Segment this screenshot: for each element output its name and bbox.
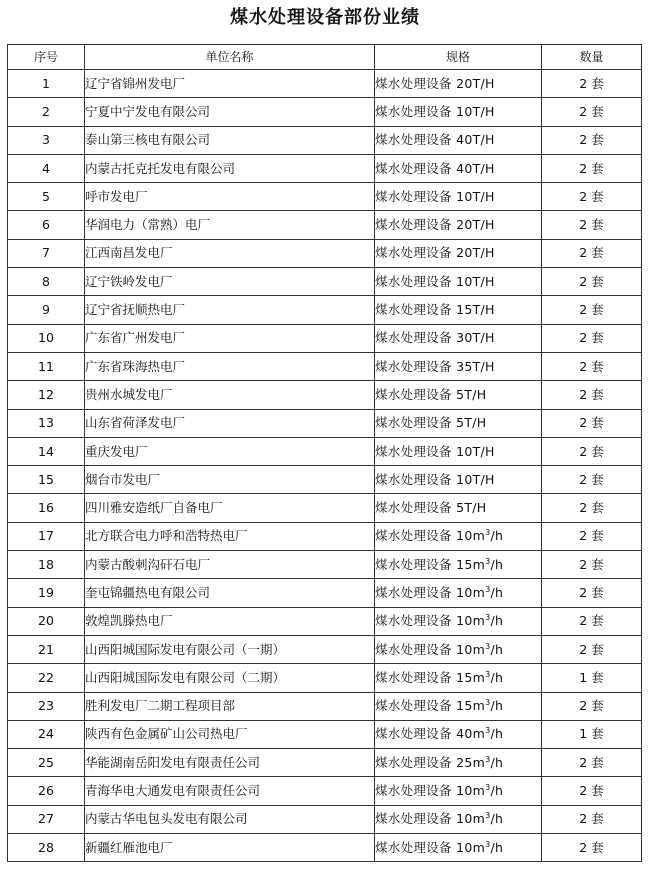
cell-unit-name: 宁夏中宁发电有限公司 [85, 98, 375, 126]
spec-text: 煤水处理设备 35T/H [375, 358, 495, 374]
spec-suffix: /h [490, 556, 504, 572]
cell-no: 20 [8, 607, 85, 635]
spec-text: 煤水处理设备 15m [375, 669, 486, 685]
spec-text: 煤水处理设备 10m [375, 811, 486, 827]
table-row [8, 635, 642, 663]
spec-superscript: 3 [485, 584, 491, 594]
table-row [8, 239, 642, 267]
cell-spec [375, 154, 542, 182]
cell-quantity: 2 套 [542, 381, 642, 409]
table-row [8, 70, 642, 98]
table-row [8, 437, 642, 465]
cell-unit-name: 奎屯锦疆热电有限公司 [85, 579, 375, 607]
cell-no: 10 [8, 324, 85, 352]
table-row [8, 352, 642, 380]
spec-suffix: /h [490, 584, 504, 600]
cell-spec [375, 777, 542, 805]
cell-no: 26 [8, 777, 85, 805]
header-spec: 规格 [375, 45, 542, 70]
cell-quantity: 2 套 [542, 183, 642, 211]
cell-spec [375, 522, 542, 550]
table-row [8, 664, 642, 692]
cell-no: 24 [8, 720, 85, 748]
cell-spec [375, 664, 542, 692]
cell-no: 2 [8, 98, 85, 126]
table-row [8, 522, 642, 550]
cell-quantity: 1 套 [542, 664, 642, 692]
cell-unit-name: 北方联合电力呼和浩特热电厂 [85, 522, 375, 550]
cell-quantity: 2 套 [542, 522, 642, 550]
cell-unit-name: 泰山第三核电有限公司 [85, 126, 375, 154]
table-row [8, 777, 642, 805]
spec-suffix: /h [490, 754, 504, 770]
spec-superscript: 3 [485, 811, 491, 821]
cell-quantity: 2 套 [542, 70, 642, 98]
table-row [8, 494, 642, 522]
spec-text: 煤水处理设备 40m [375, 726, 486, 742]
cell-no: 16 [8, 494, 85, 522]
spec-suffix: /h [490, 641, 504, 657]
spec-superscript: 3 [485, 839, 491, 849]
spec-text: 煤水处理设备 10m [375, 613, 486, 629]
cell-no: 13 [8, 409, 85, 437]
spec-text: 煤水处理设备 10m [375, 641, 486, 657]
spec-text: 煤水处理设备 15T/H [375, 302, 495, 318]
cell-no: 7 [8, 239, 85, 267]
cell-quantity: 2 套 [542, 579, 642, 607]
table-row [8, 211, 642, 239]
cell-no: 3 [8, 126, 85, 154]
spec-superscript: 3 [485, 754, 491, 764]
spec-superscript: 3 [485, 782, 491, 792]
cell-no: 25 [8, 749, 85, 777]
cell-spec [375, 579, 542, 607]
table-header-row [8, 45, 642, 70]
cell-quantity: 1 套 [542, 720, 642, 748]
spec-text: 煤水处理设备 40T/H [375, 132, 495, 148]
cell-unit-name: 贵州水城发电厂 [85, 381, 375, 409]
cell-no: 4 [8, 154, 85, 182]
spec-text: 煤水处理设备 5T/H [375, 415, 487, 431]
cell-no: 15 [8, 466, 85, 494]
cell-no: 6 [8, 211, 85, 239]
table-row [8, 834, 642, 862]
spec-superscript: 3 [485, 613, 491, 623]
cell-quantity: 2 套 [542, 607, 642, 635]
cell-unit-name: 四川雅安造纸厂自备电厂 [85, 494, 375, 522]
cell-quantity: 2 套 [542, 352, 642, 380]
cell-quantity: 2 套 [542, 805, 642, 833]
cell-unit-name: 山东省荷泽发电厂 [85, 409, 375, 437]
cell-no: 19 [8, 579, 85, 607]
cell-quantity: 2 套 [542, 466, 642, 494]
table-row [8, 692, 642, 720]
cell-quantity: 2 套 [542, 239, 642, 267]
cell-quantity: 2 套 [542, 777, 642, 805]
spec-suffix: /h [490, 726, 504, 742]
cell-unit-name: 新疆红雁池电厂 [85, 834, 375, 862]
spec-text: 煤水处理设备 40T/H [375, 160, 495, 176]
header-no: 序号 [8, 45, 85, 70]
table-row [8, 324, 642, 352]
spec-text: 煤水处理设备 25m [375, 754, 486, 770]
spec-text: 煤水处理设备 10T/H [375, 471, 495, 487]
spec-superscript: 3 [485, 669, 491, 679]
cell-unit-name: 烟台市发电厂 [85, 466, 375, 494]
cell-unit-name: 青海华电大通发电有限责任公司 [85, 777, 375, 805]
table-row [8, 126, 642, 154]
header-qty: 数量 [542, 45, 642, 70]
cell-quantity: 2 套 [542, 268, 642, 296]
cell-spec [375, 720, 542, 748]
spec-text: 煤水处理设备 5T/H [375, 500, 487, 516]
spec-text: 煤水处理设备 10m [375, 783, 486, 799]
spec-text: 煤水处理设备 30T/H [375, 330, 495, 346]
table-body [8, 70, 642, 862]
cell-spec [375, 692, 542, 720]
cell-spec [375, 635, 542, 663]
spec-superscript: 3 [485, 641, 491, 651]
cell-no: 21 [8, 635, 85, 663]
spec-text: 煤水处理设备 20T/H [375, 75, 495, 91]
spec-superscript: 3 [485, 528, 491, 538]
spec-text: 煤水处理设备 20T/H [375, 217, 495, 233]
cell-spec [375, 239, 542, 267]
cell-spec [375, 437, 542, 465]
cell-quantity: 2 套 [542, 494, 642, 522]
cell-spec [375, 607, 542, 635]
table-row [8, 720, 642, 748]
cell-spec [375, 324, 542, 352]
cell-quantity: 2 套 [542, 211, 642, 239]
cell-quantity: 2 套 [542, 834, 642, 862]
cell-unit-name: 辽宁省抚顺热电厂 [85, 296, 375, 324]
cell-spec [375, 183, 542, 211]
cell-unit-name: 内蒙古华电包头发电有限公司 [85, 805, 375, 833]
cell-spec [375, 466, 542, 494]
table-row [8, 268, 642, 296]
table-row [8, 154, 642, 182]
cell-unit-name: 华能湖南岳阳发电有限责任公司 [85, 749, 375, 777]
table-row [8, 607, 642, 635]
cell-no: 18 [8, 551, 85, 579]
cell-spec [375, 352, 542, 380]
cell-no: 11 [8, 352, 85, 380]
cell-unit-name: 山西阳城国际发电有限公司（一期） [85, 635, 375, 663]
cell-spec [375, 126, 542, 154]
spec-text: 煤水处理设备 20T/H [375, 245, 495, 261]
spec-suffix: /h [490, 783, 504, 799]
spec-text: 煤水处理设备 10m [375, 839, 486, 855]
table-row [8, 296, 642, 324]
table-row [8, 98, 642, 126]
spec-text: 煤水处理设备 10T/H [375, 188, 495, 204]
cell-spec [375, 211, 542, 239]
cell-quantity: 2 套 [542, 692, 642, 720]
cell-unit-name: 胜利发电厂二期工程项目部 [85, 692, 375, 720]
spec-text: 煤水处理设备 10T/H [375, 103, 495, 119]
cell-unit-name: 华润电力（常熟）电厂 [85, 211, 375, 239]
cell-no: 23 [8, 692, 85, 720]
table-row [8, 466, 642, 494]
table-row [8, 183, 642, 211]
cell-quantity: 2 套 [542, 409, 642, 437]
cell-no: 9 [8, 296, 85, 324]
cell-quantity: 2 套 [542, 154, 642, 182]
table-row [8, 381, 642, 409]
cell-quantity: 2 套 [542, 749, 642, 777]
performance-table [7, 44, 642, 862]
spec-text: 煤水处理设备 10m [375, 528, 486, 544]
cell-no: 1 [8, 70, 85, 98]
cell-spec [375, 70, 542, 98]
cell-quantity: 2 套 [542, 551, 642, 579]
cell-spec [375, 98, 542, 126]
cell-unit-name: 辽宁铁岭发电厂 [85, 268, 375, 296]
spec-text: 煤水处理设备 10T/H [375, 273, 495, 289]
cell-unit-name: 重庆发电厂 [85, 437, 375, 465]
cell-unit-name: 内蒙古酸刺沟矸石电厂 [85, 551, 375, 579]
cell-no: 17 [8, 522, 85, 550]
cell-quantity: 2 套 [542, 98, 642, 126]
cell-unit-name: 广东省珠海热电厂 [85, 352, 375, 380]
cell-no: 5 [8, 183, 85, 211]
cell-unit-name: 内蒙古托克托发电有限公司 [85, 154, 375, 182]
cell-spec [375, 494, 542, 522]
spec-text: 煤水处理设备 10m [375, 584, 486, 600]
spec-superscript: 3 [485, 556, 491, 566]
spec-suffix: /h [490, 613, 504, 629]
cell-spec [375, 551, 542, 579]
cell-unit-name: 敦煌凯滕热电厂 [85, 607, 375, 635]
cell-quantity: 2 套 [542, 635, 642, 663]
cell-spec [375, 381, 542, 409]
cell-quantity: 2 套 [542, 324, 642, 352]
cell-no: 14 [8, 437, 85, 465]
cell-unit-name: 江西南昌发电厂 [85, 239, 375, 267]
table-row [8, 749, 642, 777]
page-title: 煤水处理设备部份业绩 [230, 7, 420, 28]
table-row [8, 805, 642, 833]
spec-superscript: 3 [485, 698, 491, 708]
spec-superscript: 3 [485, 726, 491, 736]
spec-suffix: /h [490, 839, 504, 855]
spec-suffix: /h [490, 528, 504, 544]
cell-unit-name: 山西阳城国际发电有限公司（二期） [85, 664, 375, 692]
cell-unit-name: 广东省广州发电厂 [85, 324, 375, 352]
cell-spec [375, 296, 542, 324]
cell-no: 8 [8, 268, 85, 296]
cell-spec [375, 805, 542, 833]
cell-unit-name: 陕西有色金属矿山公司热电厂 [85, 720, 375, 748]
table-row [8, 409, 642, 437]
spec-text: 煤水处理设备 15m [375, 698, 486, 714]
spec-suffix: /h [490, 669, 504, 685]
cell-unit-name: 呼市发电厂 [85, 183, 375, 211]
cell-quantity: 2 套 [542, 437, 642, 465]
spec-text: 煤水处理设备 10T/H [375, 443, 495, 459]
cell-spec [375, 834, 542, 862]
cell-spec [375, 409, 542, 437]
cell-no: 27 [8, 805, 85, 833]
cell-quantity: 2 套 [542, 126, 642, 154]
cell-quantity: 2 套 [542, 296, 642, 324]
cell-no: 28 [8, 834, 85, 862]
spec-text: 煤水处理设备 5T/H [375, 386, 487, 402]
cell-unit-name: 辽宁省锦州发电厂 [85, 70, 375, 98]
cell-spec [375, 749, 542, 777]
header-name: 单位名称 [85, 45, 375, 70]
cell-no: 12 [8, 381, 85, 409]
table-row [8, 579, 642, 607]
spec-suffix: /h [490, 811, 504, 827]
spec-text: 煤水处理设备 15m [375, 556, 486, 572]
table-row [8, 551, 642, 579]
spec-suffix: /h [490, 698, 504, 714]
cell-no: 22 [8, 664, 85, 692]
cell-spec [375, 268, 542, 296]
